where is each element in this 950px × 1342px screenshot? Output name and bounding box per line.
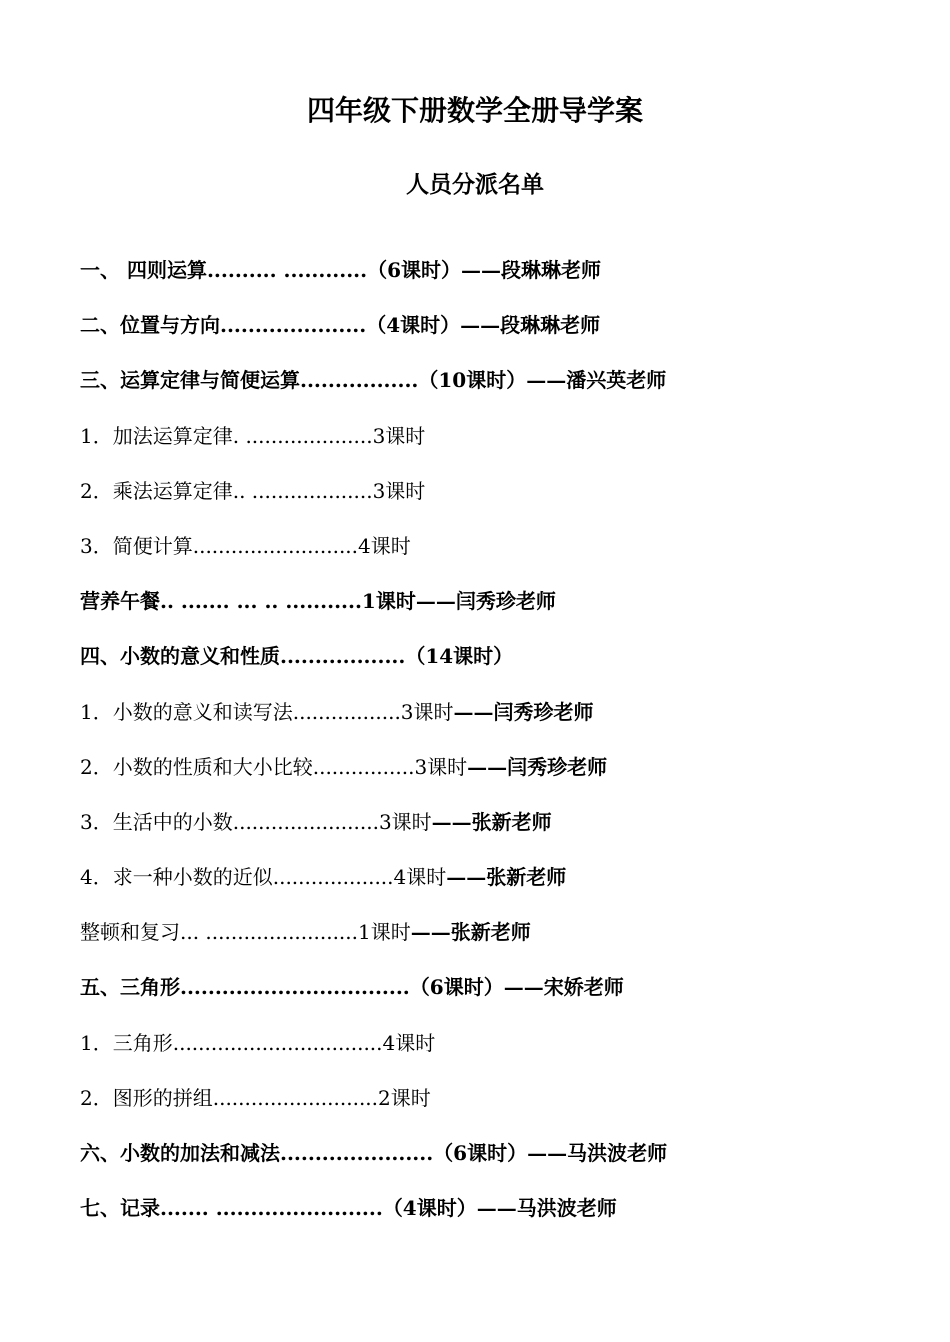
line-text: 2．乘法运算定律.. ...................3课时 — [80, 478, 426, 503]
line-text: 三、运算定律与简便运算.................（10课时）——潘兴英老师 — [80, 368, 667, 393]
list-item — [80, 475, 920, 530]
list-item — [80, 585, 920, 640]
line-text: 五、三角形.................................（6课时）——宋娇老师 — [80, 975, 624, 1000]
line-text: 1．三角形.................................4课时 — [80, 1030, 436, 1055]
line-text: 七、记录....... ........................（4课时）——马洪波老师 — [80, 1196, 617, 1221]
list-item — [80, 309, 920, 364]
line-teacher: ——闫秀珍老师 — [453, 699, 594, 724]
line-text: 整顿和复习... ........................1课时 — [80, 920, 411, 945]
line-text: 2．图形的拼组..........................2课时 — [80, 1085, 431, 1110]
list-item — [80, 530, 920, 585]
line-teacher: ——张新老师 — [431, 809, 552, 834]
line-text: 营养午餐.. ....... ... .. ...........1课时——闫秀珍老师 — [80, 589, 556, 614]
list-item — [80, 861, 920, 916]
line-text: 2．小数的性质和大小比较................3课时 — [80, 754, 468, 779]
line-teacher: ——张新老师 — [446, 865, 567, 890]
list-item — [80, 1137, 920, 1192]
list-item — [80, 971, 920, 1026]
line-text: 六、小数的加法和减法......................（6课时）——马洪波老师 — [80, 1141, 668, 1165]
line-text: 1．加法运算定律. ....................3课时 — [80, 423, 426, 448]
line-text: 二、位置与方向.....................（4课时）——段琳琳老师 — [80, 313, 601, 338]
list-item — [80, 1192, 920, 1247]
list-item — [80, 254, 920, 309]
line-teacher: ——张新老师 — [410, 920, 531, 945]
page-title: 四年级下册数学全册导学案 — [306, 94, 643, 127]
line-text: 3．简便计算..........................4课时 — [80, 533, 411, 558]
line-text: 4．求一种小数的近似...................4课时 — [80, 865, 447, 890]
list-item — [80, 420, 920, 475]
list-item — [80, 806, 920, 861]
list-item — [80, 640, 920, 695]
line-teacher: ——闫秀珍老师 — [467, 754, 608, 779]
line-text: 四、小数的意义和性质..................（14课时） — [80, 644, 514, 669]
line-text: 3．生活中的小数.......................3课时 — [80, 809, 432, 834]
list-item — [80, 916, 920, 971]
list-item — [80, 751, 920, 806]
line-text: 一、 四则运算.......... ............（6课时）——段琳琳老师 — [80, 258, 602, 282]
list-item — [80, 1027, 920, 1082]
list-item — [80, 696, 920, 751]
assignment-list — [80, 254, 920, 1247]
list-item — [80, 1082, 920, 1137]
list-item — [80, 364, 920, 419]
line-text: 1．小数的意义和读写法.................3课时 — [80, 699, 454, 724]
page-subtitle: 人员分派名单 — [406, 171, 544, 198]
